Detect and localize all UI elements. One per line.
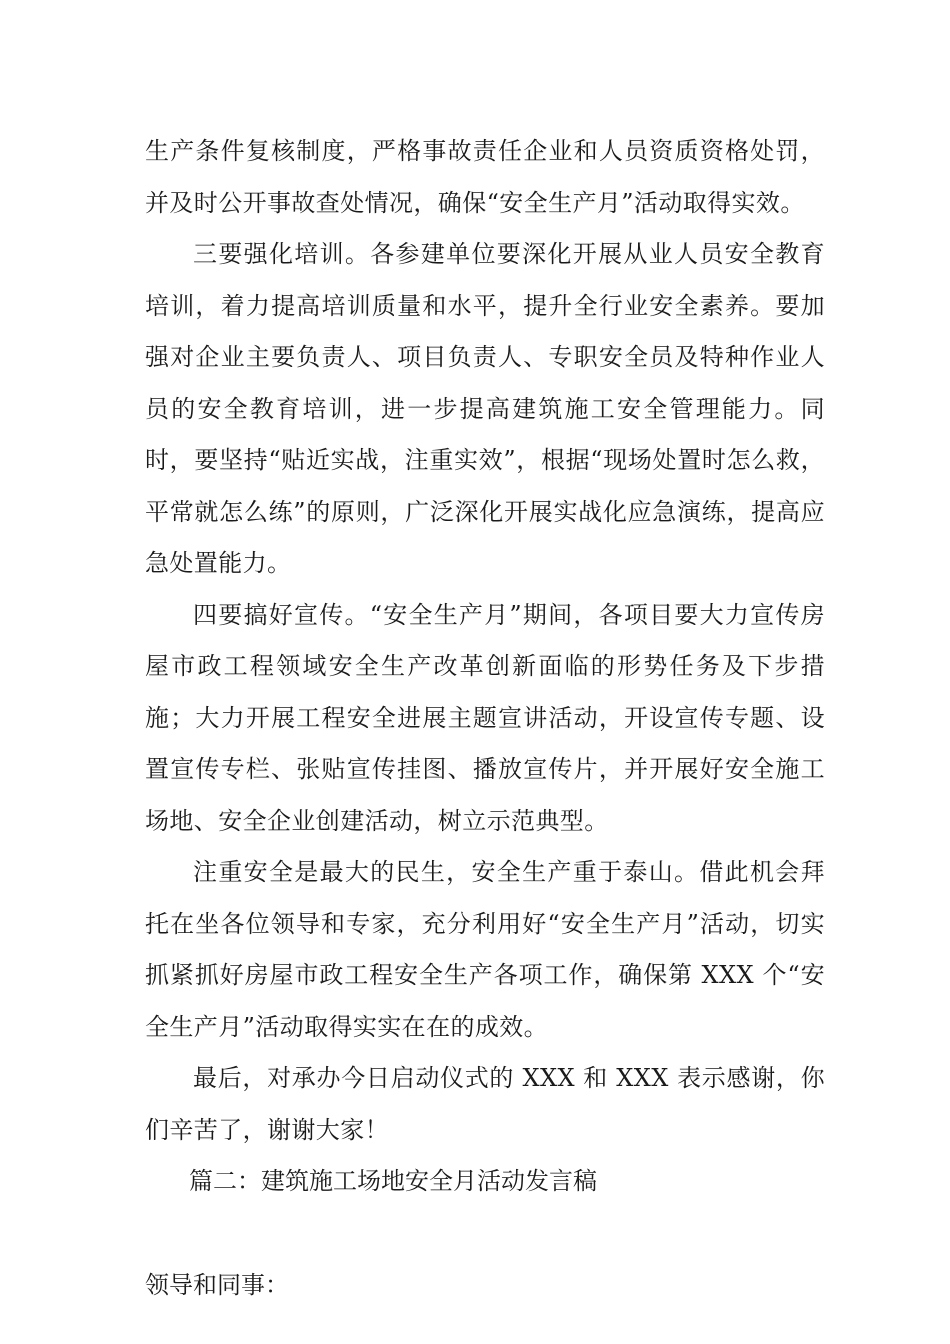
paragraph-continued: 生产条件复核制度，严格事故责任企业和人员资质资格处罚，并及时公开事故查处情况，确保“安全生产月”活动取得实效。	[145, 137, 825, 217]
blank-line	[145, 1208, 825, 1260]
paragraph-closing-thanks: 最后，对承办今日启动仪式的 XXX 和 XXX 表示感谢，你们辛苦了，谢谢大家！	[145, 1064, 825, 1144]
salutation: 领导和同事：	[145, 1270, 289, 1299]
paragraph-safety-importance: 注重安全是最大的民生，安全生产重于泰山。借此机会拜托在坐各位领导和专家，充分利用好“安全生产月”活动，切实抓紧抓好房屋市政工程安全生产各项工作，确保第 XXX 个“安全生产月”活动取得实实在在的成效。	[145, 858, 825, 1041]
document-body	[145, 126, 825, 1311]
paragraph-training: 三要强化培训。各参建单位要深化开展从业人员安全教育培训，着力提高培训质量和水平，提升全行业安全素养。要加强对企业主要负责人、项目负责人、专职安全员及特种作业人员的安全教育培训，进一步提高建筑施工安全管理能力。同时，要坚持“贴近实战，注重实效”，根据“现场处置时怎么救，平常就怎么练”的原则，广泛深化开展实战化应急演练，提高应急处置能力。	[145, 240, 825, 577]
paragraph-publicity: 四要搞好宣传。“安全生产月”期间，各项目要大力宣传房屋市政工程领域安全生产改革创新面临的形势任务及下步措施；大力开展工程安全进展主题宣讲活动，开设宣传专题、设置宣传专栏、张贴宣传挂图、播放宣传片，并开展好安全施工场地、安全企业创建活动，树立示范典型。	[145, 600, 825, 835]
section-heading: 篇二：建筑施工场地安全月活动发言稿	[189, 1167, 597, 1195]
